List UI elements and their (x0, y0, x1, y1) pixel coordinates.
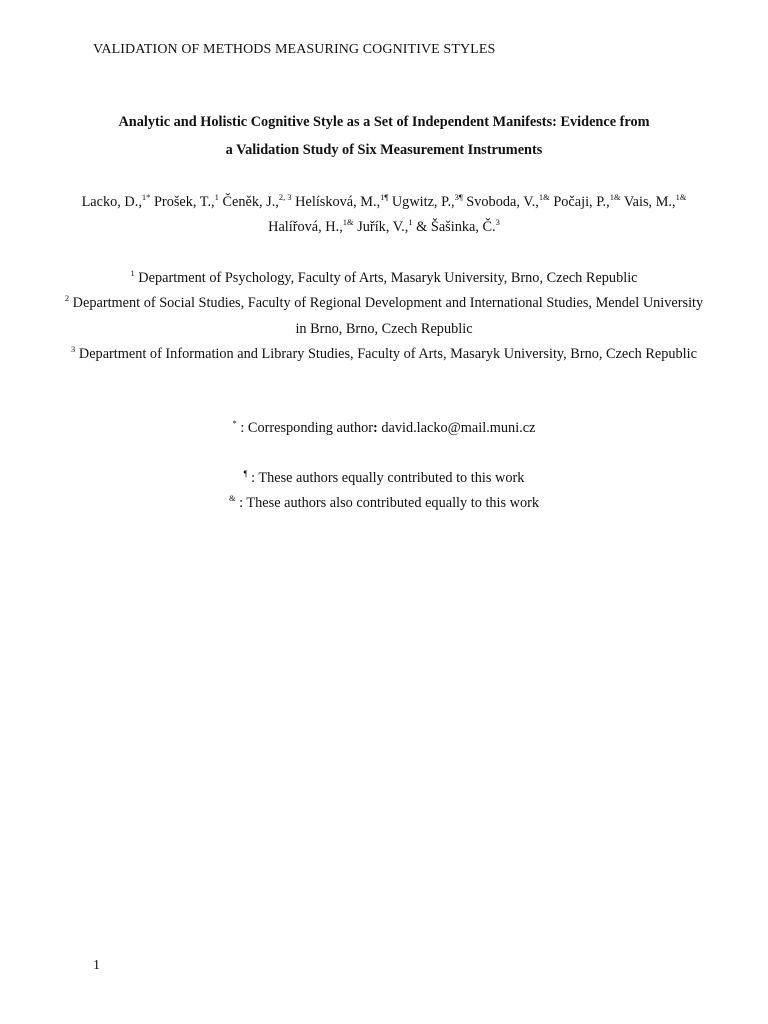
author: Juřík, V.,$^1$ (357, 217, 413, 235)
author: Lacko, D.,$^{1*}$ (81, 192, 151, 210)
author: Čeněk, J.,$^{2, 3}$ (222, 192, 292, 210)
author-email[interactable]: david.lacko@mail.muni.cz (381, 420, 536, 436)
affiliation-1: $^1$ Department of Psychology, Faculty of Arts, Masaryk University, Brno, Czech Republic (130, 268, 638, 286)
corresponding-author-note: * : Corresponding author: david.lacko@mail.muni.cz (232, 418, 536, 436)
paper-title (60, 108, 708, 164)
affiliation-2: $^2$ Department of Social Studies, Faculty of Regional Development and International Studies, Mendel University in Brno, Brno, Czech Republic (64, 293, 704, 337)
page-number: 1 (93, 958, 100, 973)
author: Halířová, H.,$^{1\&}$ (268, 217, 354, 235)
author: Vais, M.,$^{1\&}$ (623, 192, 687, 210)
running-head: VALIDATION OF METHODS MEASURING COGNITIVE STYLES (93, 42, 496, 57)
author: Počaji, P.,$^{1\&}$ (553, 192, 621, 210)
affiliation-3: $^3$ Department of Information and Library Studies, Faculty of Arts, Masaryk University, Brno, Czech Republic (71, 344, 697, 362)
author: & Šašinka, Č.$^3$ (416, 217, 500, 235)
author: Helísková, M.,$^{1\P}$ (295, 192, 389, 210)
title-line-1: Analytic and Holistic Cognitive Style as a Set of Independent Manifests: Evidence from (118, 114, 650, 130)
affiliations (60, 266, 708, 367)
title-line-2: a Validation Study of Six Measurement Instruments (225, 142, 543, 158)
author: Ugwitz, P.,$^{3\P}$ (391, 192, 463, 210)
also-equal-contribution-note: & : These authors also contributed equally to this work (228, 493, 540, 511)
equal-contribution-note: ¶ : These authors equally contributed to this work (243, 468, 525, 486)
author: Prošek, T.,$^1$ (153, 192, 219, 210)
author-list (60, 190, 708, 240)
author: Svoboda, V.,$^{1\&}$ (466, 192, 550, 210)
